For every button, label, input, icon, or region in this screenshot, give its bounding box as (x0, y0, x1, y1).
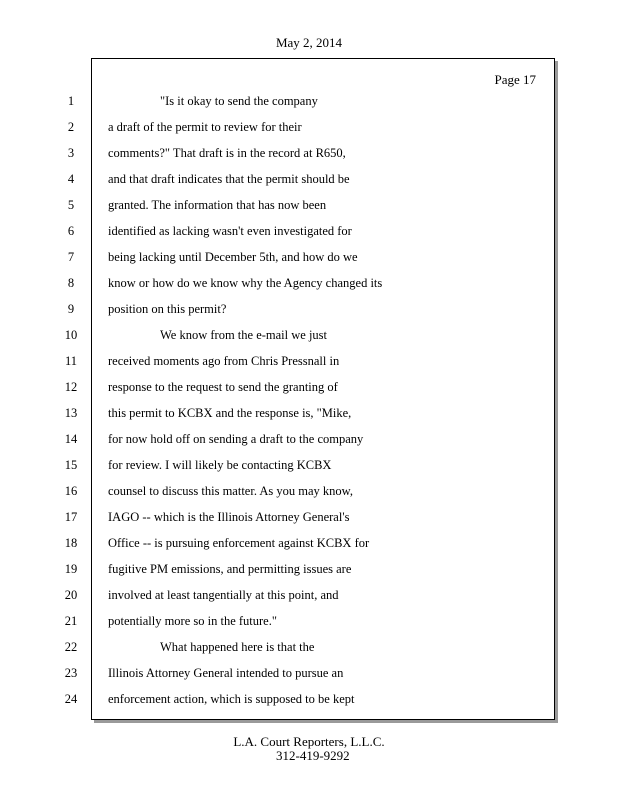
line-number: 9 (67, 302, 75, 316)
line-number: 2 (67, 120, 75, 134)
footer-company: L.A. Court Reporters, L.L.C. (233, 734, 385, 749)
line-text: potentially more so in the future." (108, 614, 277, 628)
line-text: enforcement action, which is supposed to be kept (108, 692, 355, 706)
line-text: for review. I will likely be contacting KCBX (108, 458, 332, 472)
line-number: 1 (67, 94, 75, 108)
line-text: response to the request to send the granting of (108, 380, 338, 394)
line-text: comments?" That draft is in the record at R650, (108, 146, 346, 160)
line-text: counsel to discuss this matter. As you may know, (108, 484, 354, 498)
line-number: 10 (64, 328, 78, 342)
line-number: 18 (64, 536, 78, 550)
line-number: 8 (67, 276, 75, 290)
line-number: 3 (67, 146, 75, 160)
line-number: 13 (64, 406, 78, 420)
line-text: Illinois Attorney General intended to pursue an (108, 666, 344, 680)
line-text: for now hold off on sending a draft to the company (108, 432, 364, 446)
page-number: Page 17 (494, 72, 536, 87)
line-number: 17 (64, 510, 78, 524)
line-text: identified as lacking wasn't even investigated for (108, 224, 352, 238)
line-text: position on this permit? (108, 302, 227, 316)
line-number: 14 (64, 432, 78, 446)
line-text: Office -- is pursuing enforcement against KCBX for (108, 536, 370, 550)
line-text: involved at least tangentially at this point, and (108, 588, 339, 602)
line-text: granted. The information that has now been (108, 198, 327, 212)
line-text: being lacking until December 5th, and how do we (108, 250, 358, 264)
line-text: IAGO -- which is the Illinois Attorney General's (108, 510, 350, 524)
line-text: What happened here is that the (160, 640, 315, 654)
line-text: "Is it okay to send the company (160, 94, 318, 108)
line-number: 5 (67, 198, 75, 212)
line-number: 4 (67, 172, 75, 186)
line-number: 24 (64, 692, 78, 706)
line-text: know or how do we know why the Agency changed its (108, 276, 383, 290)
line-number: 23 (64, 666, 78, 680)
line-text: this permit to KCBX and the response is, "Mike, (108, 406, 352, 420)
line-number: 12 (64, 380, 78, 394)
line-text: and that draft indicates that the permit should be (108, 172, 350, 186)
line-number: 11 (64, 354, 78, 368)
line-number: 22 (64, 640, 78, 654)
line-number: 16 (64, 484, 78, 498)
line-text: received moments ago from Chris Pressnall in (108, 354, 340, 368)
line-text: a draft of the permit to review for their (108, 120, 302, 134)
line-number: 6 (67, 224, 75, 238)
transcript-date: May 2, 2014 (275, 35, 343, 50)
line-number: 20 (64, 588, 78, 602)
line-text: fugitive PM emissions, and permitting issues are (108, 562, 352, 576)
line-number: 15 (64, 458, 78, 472)
footer-phone: 312-419-9292 (276, 748, 350, 763)
line-text: We know from the e-mail we just (160, 328, 328, 342)
line-number: 19 (64, 562, 78, 576)
line-number: 7 (67, 250, 75, 264)
line-number: 21 (64, 614, 78, 628)
